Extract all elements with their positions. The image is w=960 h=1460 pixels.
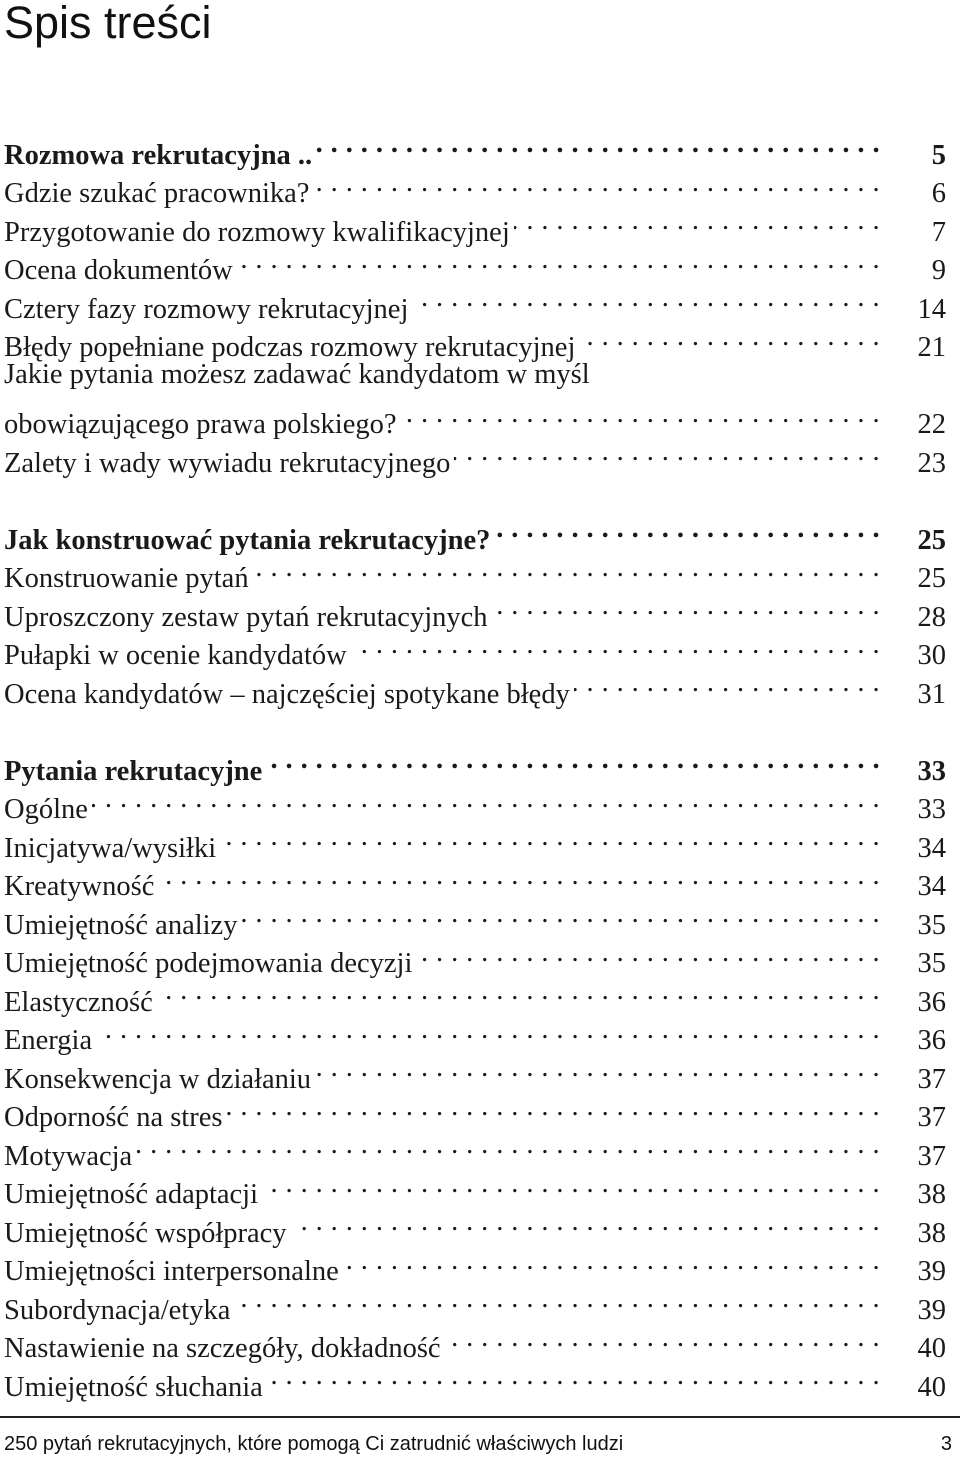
- toc-entry-label: Gdzie szukać pracownika?: [4, 178, 310, 209]
- toc-entry-page-number: 14: [917, 293, 946, 325]
- dot-leader: [579, 318, 880, 357]
- toc-entry[interactable]: [4, 1280, 946, 1326]
- dot-leader: [234, 1280, 880, 1319]
- toc-entry[interactable]: [4, 549, 946, 594]
- toc-entry-label: obowiązującego prawa polskiego?: [4, 409, 397, 440]
- toc-entry[interactable]: [4, 356, 946, 440]
- toc-entry-label: Energia: [4, 1025, 93, 1056]
- toc-entry[interactable]: [4, 626, 946, 671]
- toc-entry-label: Odporność na stres: [4, 1102, 223, 1133]
- dot-leader: [445, 1319, 880, 1358]
- toc-entry-label: Subordynacja/etyka: [4, 1294, 231, 1326]
- toc-entry-label: Konsekwencja w działaniu: [4, 1063, 312, 1095]
- toc-entry-page-number: 38: [917, 1179, 946, 1210]
- toc-entry-page-number: 37: [917, 1140, 946, 1172]
- dot-leader: [237, 241, 880, 280]
- toc-entry-label: Umiejętność podejmowania decyzji: [4, 948, 413, 979]
- toc-entry-label: Umiejętność analizy: [4, 909, 238, 941]
- dot-leader: [266, 741, 880, 780]
- dot-leader: [492, 587, 880, 626]
- toc-entry[interactable]: [4, 664, 946, 710]
- toc-entry-label: Umiejętność współpracy: [4, 1217, 287, 1249]
- dot-leader: [494, 510, 880, 549]
- toc-entry-page-number: 34: [917, 871, 946, 902]
- toc-entry-page-number: 31: [917, 678, 946, 710]
- footer-page-number: 3: [940, 1433, 952, 1455]
- footer-divider: [0, 1416, 960, 1418]
- toc-entry-label: Pułapki w ocenie kandydatów: [4, 640, 347, 671]
- toc-entry-label: Jak konstruować pytania rekrutacyjne?: [4, 524, 491, 556]
- toc-entry-label: Cztery fazy rozmowy rekrutacyjnej: [4, 293, 409, 325]
- toc-entry-page-number: 30: [917, 640, 946, 671]
- dot-leader: [220, 818, 880, 857]
- dot-leader: [416, 934, 880, 973]
- toc-entry-label: Pytania rekrutacyjne: [4, 755, 263, 787]
- dot-leader: [241, 895, 880, 934]
- toc-entry-page-number: 33: [917, 755, 946, 787]
- toc-entry-label: Błędy popełniane podczas rozmowy rekrutacyjnej: [4, 332, 576, 363]
- toc-entry[interactable]: [4, 1357, 946, 1403]
- toc-entry-page-number: 33: [917, 794, 946, 825]
- toc-entry-page-number: 40: [917, 1371, 946, 1403]
- toc-entry-page-number: 37: [917, 1063, 946, 1095]
- toc-entry-page-number: 23: [917, 447, 946, 479]
- toc-entry-page-number: 6: [931, 178, 946, 209]
- toc-entry[interactable]: [4, 857, 946, 902]
- toc-entry[interactable]: [4, 164, 946, 209]
- toc-entry-page-number: 25: [917, 524, 946, 556]
- toc-entry[interactable]: [4, 1165, 946, 1210]
- toc-entry[interactable]: [4, 818, 946, 864]
- toc-section: [4, 125, 946, 479]
- dot-leader: [136, 1126, 880, 1165]
- toc-entry[interactable]: [4, 318, 946, 363]
- toc-entry-label: Rozmowa rekrutacyjna ..: [4, 139, 313, 171]
- toc-entry-page-number: 36: [917, 986, 946, 1018]
- dot-leader: [157, 972, 880, 1011]
- toc-entry-page-number: 39: [917, 1294, 946, 1326]
- toc-entry-label: Zalety i wady wywiadu rekrutacyjnego: [4, 447, 451, 479]
- dot-leader: [514, 202, 880, 241]
- dot-leader: [253, 549, 880, 588]
- toc-entry[interactable]: [4, 587, 946, 633]
- toc-entry-page-number: 28: [917, 601, 946, 633]
- toc-entry-label: Elastyczność: [4, 986, 153, 1018]
- dot-leader: [267, 1357, 880, 1396]
- toc-entry[interactable]: [4, 934, 946, 979]
- toc-entry-page-number: 21: [917, 332, 946, 363]
- toc-entry-label: Ocena dokumentów: [4, 255, 233, 286]
- dot-leader: [401, 395, 880, 434]
- toc-entry[interactable]: [4, 241, 946, 286]
- toc-entry-page-number: 37: [917, 1102, 946, 1133]
- toc-entry[interactable]: [4, 279, 946, 325]
- toc-section: [4, 741, 946, 1403]
- toc-entry-label: Umiejętność adaptacji: [4, 1179, 259, 1210]
- toc-entry-label: Uproszczony zestaw pytań rekrutacyjnych: [4, 601, 488, 633]
- toc-entry[interactable]: [4, 1203, 946, 1249]
- dot-leader: [92, 780, 880, 819]
- dot-leader: [158, 857, 880, 896]
- toc-entry[interactable]: [4, 1088, 946, 1133]
- toc-entry-page-number: 22: [917, 409, 946, 440]
- toc-entry[interactable]: [4, 1011, 946, 1056]
- dot-leader: [574, 664, 880, 703]
- toc-section: [4, 510, 946, 710]
- toc-entry-label: Motywacja: [4, 1140, 133, 1172]
- toc-entry-page-number: 35: [917, 909, 946, 941]
- toc-entry[interactable]: [4, 1126, 946, 1172]
- toc-entry-page-number: 38: [917, 1217, 946, 1249]
- dot-leader: [454, 433, 880, 472]
- toc-entry-page-number: 40: [917, 1333, 946, 1364]
- toc-entry-label: Nastawienie na szczegóły, dokładność: [4, 1333, 441, 1364]
- toc-entry-label: Ocena kandydatów – najczęściej spotykane błędy: [4, 678, 570, 710]
- toc-entry-page-number: 36: [917, 1025, 946, 1056]
- toc-entry[interactable]: [4, 202, 946, 248]
- toc-heading-entry[interactable]: [4, 510, 946, 556]
- toc-entry-page-number: 25: [917, 563, 946, 594]
- toc-entry[interactable]: [4, 1049, 946, 1095]
- toc-entry-page-number: 9: [931, 255, 946, 286]
- toc-entry[interactable]: [4, 780, 946, 825]
- toc-entry-page-number: 34: [917, 832, 946, 864]
- toc-entry[interactable]: [4, 433, 946, 479]
- footer-book-title: 250 pytań rekrutacyjnych, które pomogą Ci zatrudnić właściwych ludzi: [4, 1433, 624, 1455]
- toc-entry-label: Kreatywność: [4, 871, 155, 902]
- toc-entry-label: Konstruowanie pytań: [4, 563, 249, 594]
- dot-leader: [412, 279, 880, 318]
- dot-leader: [343, 1242, 880, 1281]
- toc-entry-label: Umiejętności interpersonalne: [4, 1256, 339, 1287]
- table-of-contents: [4, 125, 946, 1434]
- toc-entry-label: Inicjatywa/wysiłki: [4, 832, 217, 864]
- toc-heading-entry[interactable]: [4, 125, 946, 171]
- toc-entry-label-line1: Jakie pytania możesz zadawać kandydatom w myśl: [4, 359, 590, 390]
- toc-entry-page-number: 39: [917, 1256, 946, 1287]
- page-title: Spis treści: [4, 0, 212, 48]
- dot-leader: [96, 1011, 880, 1050]
- dot-leader: [262, 1165, 880, 1204]
- toc-entry-page-number: 5: [931, 139, 946, 171]
- dot-leader: [315, 1049, 880, 1088]
- dot-leader: [316, 125, 880, 164]
- dot-leader: [291, 1203, 880, 1242]
- toc-entry-label: Przygotowanie do rozmowy kwalifikacyjnej: [4, 216, 510, 248]
- toc-entry[interactable]: [4, 972, 946, 1018]
- toc-entry[interactable]: [4, 1242, 946, 1287]
- dot-leader: [351, 626, 880, 665]
- dot-leader: [226, 1088, 880, 1127]
- toc-heading-entry[interactable]: [4, 741, 946, 787]
- toc-entry[interactable]: [4, 895, 946, 941]
- toc-entry-label: Umiejętność słuchania: [4, 1371, 263, 1403]
- toc-entry-page-number: 7: [931, 216, 946, 248]
- dot-leader: [313, 164, 880, 203]
- toc-entry-page-number: 35: [917, 948, 946, 979]
- toc-entry[interactable]: [4, 1319, 946, 1364]
- toc-entry-label: Ogólne: [4, 794, 88, 825]
